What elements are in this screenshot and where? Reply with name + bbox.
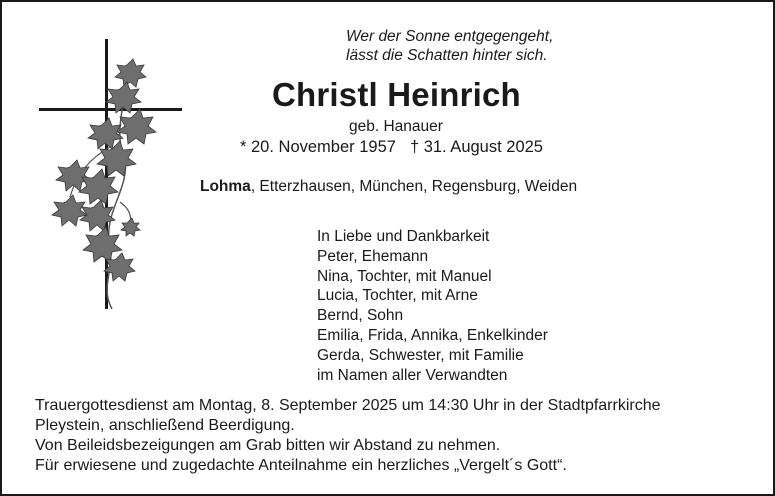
places [200,178,577,196]
life-dates [240,138,543,157]
mourner-line: Nina, Tochter, mit Manuel [317,267,492,285]
notice-line: Pleystein, anschließend Beerdigung. [35,417,295,434]
mourner-line: Lucia, Tochter, mit Arne [317,287,478,305]
mourner-line: Gerda, Schwester, mit Familie [317,346,524,364]
birth-name: geb. Hanauer [349,118,443,135]
funeral-notice [35,396,661,476]
death-date: † 31. August 2025 [409,138,543,156]
motto [346,27,553,65]
birth-date: * 20. November 1957 [240,138,396,156]
mourner-line: Peter, Ehemann [317,247,429,265]
notice-line: Von Beileidsbezeigungen am Grab bitten wir Abstand zu nehmen. [35,437,501,454]
notice-line: Für erwiesene und zugedachte Anteilnahme ein herzliches „Vergelt´s Gott“. [35,457,567,474]
mourners-list [317,227,548,385]
other-places: , Etterzhausen, München, Regensburg, Weiden [250,178,578,195]
motto-line-1: Wer der Sonne entgegengeht, [346,28,554,45]
cross-with-ivy-icon [32,37,192,317]
motto-line-2: lässt die Schatten hinter sich. [346,47,548,64]
deceased-name: Christl Heinrich [272,76,521,113]
mourner-line: Emilia, Frida, Annika, Enkelkinder [317,326,548,344]
notice-line: Trauergottesdienst am Montag, 8. September 2025 um 14:30 Uhr in der Stadtpfarrkirche [35,397,661,414]
mourner-line: Bernd, Sohn [317,307,404,325]
mourner-line: In Liebe und Dankbarkeit [317,228,490,245]
mourner-line: im Namen aller Verwandten [317,366,508,384]
primary-place: Lohma [200,178,251,195]
